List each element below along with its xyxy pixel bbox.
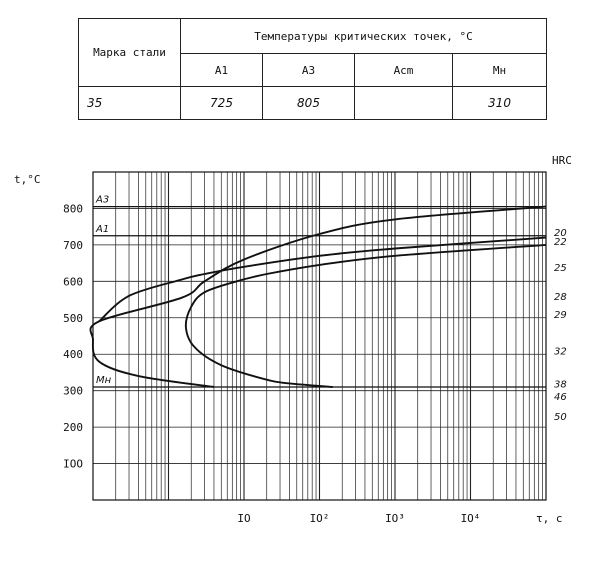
hrc-label: 32 [554,346,567,358]
col-a1: A1 [181,54,263,87]
y-tick-labels [63,202,83,470]
y-tick-label: 200 [63,421,83,435]
hrc-label: 29 [554,310,567,322]
x-tick-label: IO⁴ [460,512,481,525]
cell-a1: 725 [181,87,263,120]
hrc-labels [554,228,567,423]
y-tick-label: 300 [63,384,83,398]
ref-label-2: Mн [96,375,112,387]
col-acm: Acm [355,54,453,87]
grid-lines [93,172,546,500]
y-tick-label: 800 [63,202,83,216]
temps-header: Температуры критических точек, °С [181,19,547,54]
hrc-label: 38 [554,379,567,391]
y-tick-label: IOO [63,457,83,471]
y-tick-label: 500 [63,311,83,325]
transformation-curve-2 [186,245,546,387]
x-tick-label: IO³ [385,512,405,525]
x-tick-label: IO [237,512,251,525]
y-tick-label: 700 [63,238,83,252]
cell-a3: 805 [263,87,355,120]
col-mn: Mн [453,54,547,87]
cell-mn: 310 [453,87,547,120]
transformation-curve-0 [90,207,546,387]
x-tick-label: IO² [309,512,330,525]
y-tick-label: 400 [63,348,83,362]
hrc-label: 46 [554,392,567,404]
grade-header: Марка стали [79,19,181,87]
col-a3: A3 [263,54,355,87]
x-tick-labels [237,512,480,525]
x-axis-label: τ, c [536,512,563,525]
cell-grade: 35 [79,87,181,120]
hrc-label: 28 [554,291,567,303]
hrc-axis-label: HRC [552,154,572,167]
transformation-curves [90,207,546,387]
ref-label-0: A3 [96,194,110,206]
hrc-label: 20 [554,228,567,240]
hrc-label: 22 [554,237,567,249]
hrc-label: 50 [554,412,567,424]
y-axis-label: t,°C [14,173,41,186]
hrc-label: 25 [554,262,567,274]
y-tick-label: 600 [63,275,83,289]
ref-label-1: A1 [96,223,110,235]
